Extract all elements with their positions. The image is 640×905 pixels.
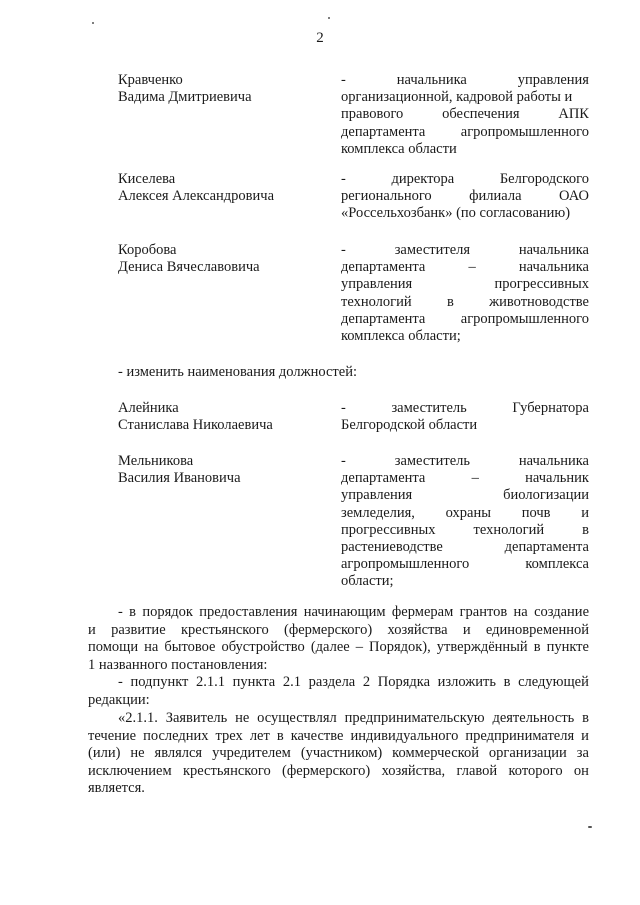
paragraph-line: - подпункт 2.1.1 пункта 2.1 раздела 2 Порядка изложить в следующей [118,674,589,690]
person-position [341,171,589,223]
person-name [118,171,328,205]
paragraph-line: - в порядок предоставления начинающим фермерам грантов на создание [118,604,589,620]
paragraph-line: и развитие крестьянского (фермерского) хозяйства и единовременной [88,621,589,638]
position-line: департамента агропромышленного [341,310,589,327]
surname: Мельникова [118,453,194,469]
position-line: «Россельхозбанк» (по согласованию) [341,205,571,222]
position-line: земледелия, охраны почв и [341,504,589,521]
body-paragraph [88,710,589,798]
subheading: - изменить наименования должностей: [118,364,357,380]
position-line: - заместитель начальника [341,453,589,469]
position-line: комплекса области [341,140,457,157]
paragraph-line: исключением крестьянского (фермерского) хозяйства, главой которого он [88,762,589,779]
given-names: Дениса Вячеславовича [118,259,260,276]
paragraph-line: течение последних трех лет в качестве индивидуального предпринимателя и [88,727,589,744]
position-line: - заместителя начальника [341,242,589,258]
position-line: правового обеспечения АПК [341,106,589,123]
page-number: 2 [316,30,324,46]
position-line: прогрессивных технологий в [341,521,589,538]
position-line: агропромышленного комплекса [341,556,589,573]
paragraph-line: помощи на бытовое обустройство (далее – Порядок), утверждённый в пункте [88,639,589,656]
paragraph-line: «2.1.1. Заявитель не осуществлял предпринимательскую деятельность в [118,710,589,726]
person-name [118,453,328,487]
position-line: управления прогрессивных [341,276,589,293]
scan-speck [92,22,94,24]
position-line: департамента – начальник [341,470,589,487]
position-line: технологий в животноводстве [341,293,589,310]
person-position [341,400,589,434]
paragraph-line: (или) не являлся учредителем (участником) коммерческой организации за [88,745,589,762]
surname: Киселева [118,171,176,187]
person-position [341,242,589,345]
position-line: организационной, кадровой работы и [341,89,573,106]
person-position [341,72,589,158]
given-names: Вадима Дмитриевича [118,89,252,106]
person-name [118,400,328,434]
surname: Кравченко [118,72,183,88]
body-paragraph [88,674,589,709]
person-name [118,72,328,106]
given-names: Алексея Александровича [118,188,275,205]
scan-speck [588,826,592,828]
body-paragraph [88,604,589,674]
position-line: растениеводстве департамента [341,539,589,556]
surname: Коробова [118,242,177,258]
position-line: - начальника управления [341,72,589,88]
scan-speck [328,17,330,19]
position-line: департамента – начальника [341,259,589,276]
paragraph-line: редакции: [88,691,150,708]
position-line: комплекса области; [341,328,461,345]
position-line: - директора Белгородского [341,171,589,187]
paragraph-line: 1 названного постановления: [88,656,268,673]
position-line: - заместитель Губернатора [341,400,589,416]
position-line: Белгородской области [341,417,478,434]
surname: Алейника [118,400,179,416]
given-names: Станислава Николаевича [118,417,273,434]
position-line: управления биологизации [341,487,589,504]
position-line: области; [341,573,394,590]
paragraph-line: является. [88,780,145,797]
position-line: регионального филиала ОАО [341,188,589,205]
position-line: департамента агропромышленного [341,123,589,140]
person-name [118,242,328,276]
given-names: Василия Ивановича [118,470,241,487]
person-position [341,453,589,591]
